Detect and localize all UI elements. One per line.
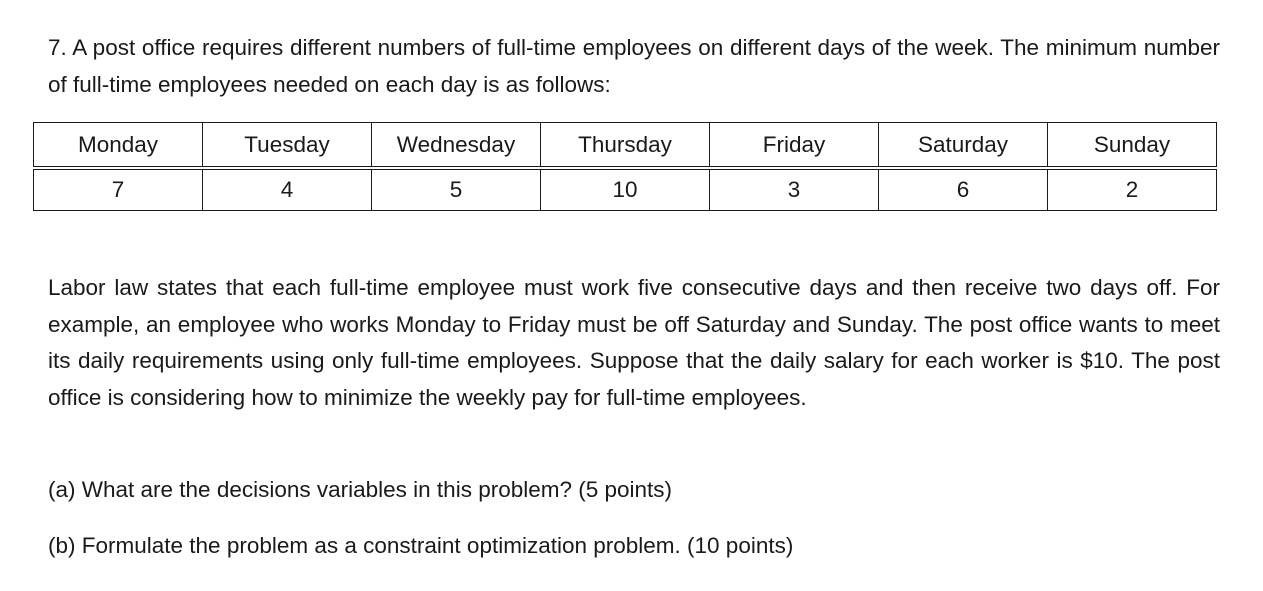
day-header-monday: Monday: [34, 123, 203, 169]
requirement-friday: 3: [710, 168, 879, 211]
day-header-thursday: Thursday: [541, 123, 710, 169]
day-header-wednesday: Wednesday: [372, 123, 541, 169]
requirement-saturday: 6: [879, 168, 1048, 211]
requirement-thursday: 10: [541, 168, 710, 211]
day-header-tuesday: Tuesday: [203, 123, 372, 169]
requirement-monday: 7: [34, 168, 203, 211]
problem-intro: 7. A post office requires different numbers of full-time employees on different days of the week. The minimum number of full-time employees needed on each day is as follows:: [48, 35, 1220, 97]
requirement-tuesday: 4: [203, 168, 372, 211]
question-a: (a) What are the decisions variables in this problem? (5 points): [48, 477, 673, 502]
labor-law-paragraph: Labor law states that each full-time employee must work five consecutive days and then receive two days off. For example, an employee who works Monday to Friday must be off Saturday and Sunday. The post office wants to meet its daily requirements using only full-time employees. Suppose that the daily salary for each worker is $10. The post office is considering how to minimize the weekly pay for full-time employees.: [48, 275, 1220, 410]
day-header-sunday: Sunday: [1048, 123, 1217, 169]
day-header-friday: Friday: [710, 123, 879, 169]
requirements-table: [33, 122, 1217, 211]
table-row: [34, 168, 1217, 211]
table-header-row: [34, 123, 1217, 169]
question-b: (b) Formulate the problem as a constraint optimization problem. (10 points): [48, 533, 794, 558]
requirement-wednesday: 5: [372, 168, 541, 211]
day-header-saturday: Saturday: [879, 123, 1048, 169]
requirement-sunday: 2: [1048, 168, 1217, 211]
